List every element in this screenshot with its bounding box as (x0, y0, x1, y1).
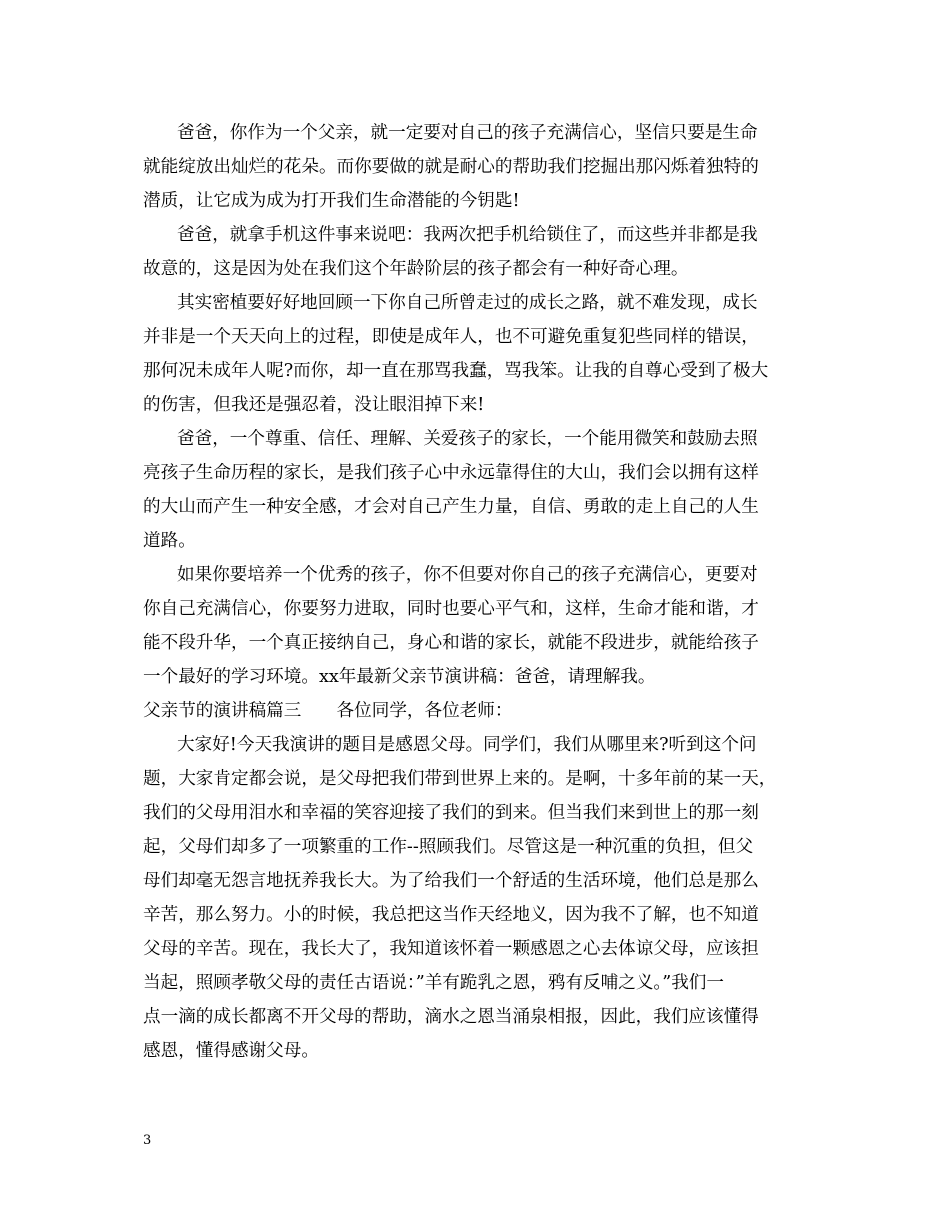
text-line: 那何况未成年人呢?而你，却一直在那骂我蠢，骂我笨。让我的自尊心受到了极大 (143, 361, 769, 381)
text-line: 道路。 (143, 531, 196, 551)
text-line: 你自己充满信心，你要努力进取，同时也要心平气和，这样，生命才能和谐，才 (143, 599, 759, 619)
text-line: 其实密植要好好地回顾一下你自己所曾走过的成长之路，就不难发现，成长 (177, 293, 758, 313)
text-line: 起，父母们却多了一项繁重的工作--照顾我们。尽管这是一种沉重的负担，但父 (143, 837, 754, 857)
text-line: 当起，照顾孝敬父母的责任古语说：”羊有跪乳之恩，鸦有反哺之义。”我们一 (143, 973, 724, 993)
text-line: 就能绽放出灿烂的花朵。而你要做的就是耐心的帮助我们挖掘出那闪烁着独特的 (143, 157, 759, 177)
page-number: 3 (143, 1133, 152, 1148)
body-text (143, 116, 815, 1068)
text-line: 辛苦，那么努力。小的时候，我总把这当作天经地义，因为我不了解，也不知道 (143, 905, 759, 925)
text-line: 爸爸，一个尊重、信任、理解、关爱孩子的家长，一个能用微笑和鼓励去照 (177, 429, 758, 449)
text-line: 如果你要培养一个优秀的孩子，你不但要对你自己的孩子充满信心，更要对 (177, 565, 758, 585)
text-line: 我们的父母用泪水和幸福的笑容迎接了我们的到来。但当我们来到世上的那一刻 (143, 803, 759, 823)
text-line: 的大山而产生一种安全感，才会对自己产生力量，自信、勇敢的走上自己的人生 (143, 497, 759, 517)
text-line: 母们却毫无怨言地抚养我长大。为了给我们一个舒适的生活环境，他们总是那么 (143, 871, 759, 891)
text-line: 的伤害，但我还是强忍着，没让眼泪掉下来! (143, 395, 485, 415)
text-line: 父母的辛苦。现在，我长大了，我知道该怀着一颗感恩之心去体谅父母，应该担 (143, 939, 759, 959)
text-line: 点一滴的成长都离不开父母的帮助，滴水之恩当涌泉相报，因此，我们应该懂得 (143, 1007, 759, 1027)
text-line: 题，大家肯定都会说，是父母把我们带到世界上来的。是啊，十多年前的某一天， (143, 769, 777, 789)
text-line: 能不段升华，一个真正接纳自己，身心和谐的家长，就能不段进步，就能给孩子 (143, 633, 759, 653)
text-line: 故意的，这是因为处在我们这个年龄阶层的孩子都会有一种好奇心理。 (143, 259, 689, 279)
text-line: 亮孩子生命历程的家长，是我们孩子心中永远靠得住的大山，我们会以拥有这样 (143, 463, 759, 483)
text-line: 一个最好的学习环境。xx年最新父亲节演讲稿：爸爸，请理解我。 (143, 667, 656, 687)
text-line: 大家好!今天我演讲的题目是感恩父母。同学们，我们从哪里来?听到这个问 (177, 735, 757, 755)
text-line: 并非是一个天天向上的过程，即使是成年人，也不可避免重复犯些同样的错误， (143, 327, 759, 347)
text-line: 爸爸，就拿手机这件事来说吧：我两次把手机给锁住了，而这些并非都是我 (177, 225, 758, 245)
section-heading: 父亲节的演讲稿篇三 各位同学，各位老师： (143, 701, 513, 721)
text-line: 感恩，懂得感谢父母。 (143, 1041, 319, 1061)
text-line: 爸爸，你作为一个父亲，就一定要对自己的孩子充满信心，坚信只要是生命 (177, 123, 758, 143)
text-line: 潜质，让它成为成为打开我们生命潜能的今钥匙! (143, 191, 520, 211)
